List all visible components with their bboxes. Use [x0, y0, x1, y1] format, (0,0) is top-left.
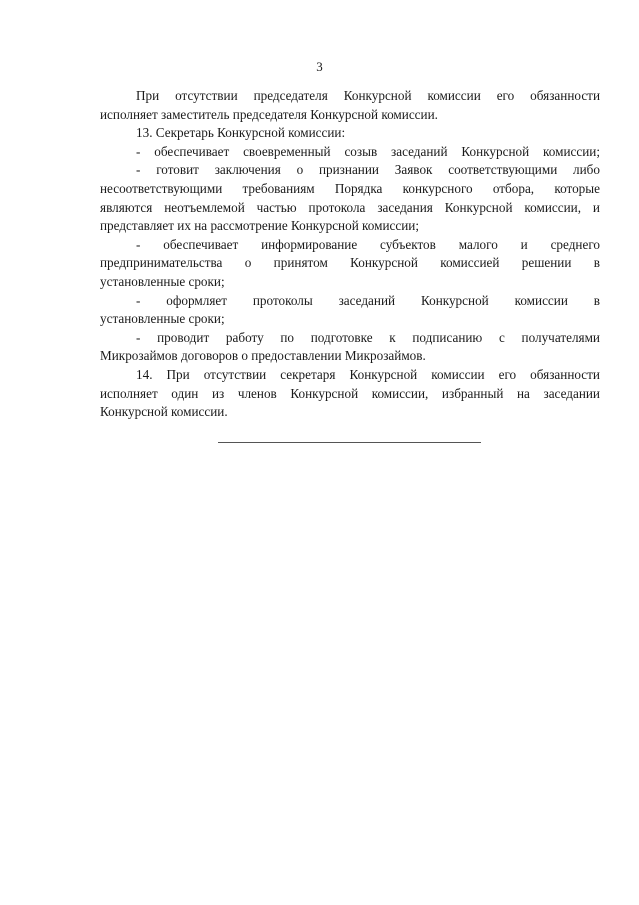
text-line: - обеспечивает своевременный созыв заседаний Конкурсной комиссии; [136, 143, 600, 159]
text-line: установленные сроки; [100, 273, 225, 289]
text-line: Конкурсной комиссии. [100, 404, 228, 420]
text-line: Микрозаймов договоров о предоставлении Микрозаймов. [100, 348, 426, 364]
text-line: - оформляет протоколы заседаний Конкурсной комиссии в [136, 292, 600, 308]
page-number: 3 [316, 59, 323, 74]
text-line: - проводит работу по подготовке к подписанию с получателями [136, 329, 600, 345]
text-line: - обеспечивает информирование субъектов малого и среднего [136, 236, 600, 252]
text-line: исполняет заместитель председателя Конкурсной комиссии. [100, 106, 438, 122]
text-line: 13. Секретарь Конкурсной комиссии: [136, 125, 346, 141]
text-line: установленные сроки; [100, 311, 225, 327]
text-line: исполняет один из членов Конкурсной комиссии, избранный на заседании [100, 385, 600, 401]
end-separator-line [218, 442, 481, 443]
text-line: - готовит заключения о признании Заявок соответствующими либо [136, 162, 600, 178]
text-line: несоответствующими требованиям Порядка конкурсного отбора, которые [100, 180, 600, 196]
text-line: являются неотъемлемой частью протокола заседания Конкурсной комиссии, и [100, 199, 600, 215]
text-line: При отсутствии председателя Конкурсной комиссии его обязанности [136, 88, 600, 103]
document-body [100, 87, 600, 422]
text-line: представляет их на рассмотрение Конкурсной комиссии; [100, 218, 420, 234]
text-line: 14. При отсутствии секретаря Конкурсной комиссии его обязанности [136, 366, 600, 382]
text-line: предпринимательства о принятом Конкурсной комиссией решении в [100, 255, 600, 271]
